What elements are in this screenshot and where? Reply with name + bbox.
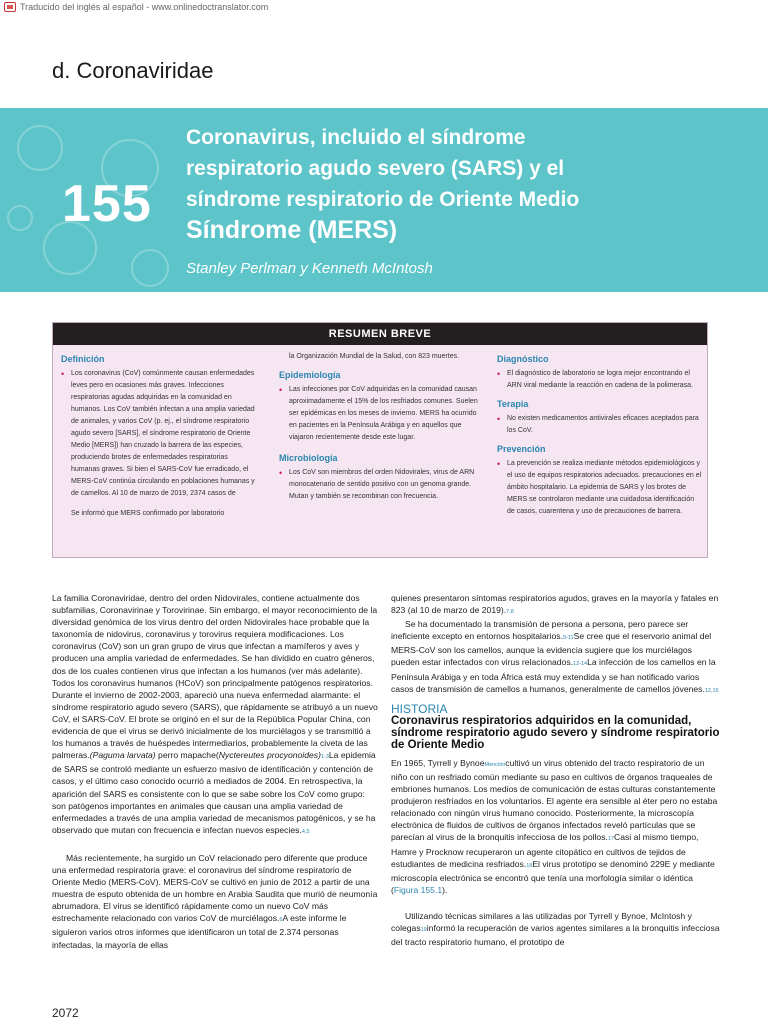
text: El virus prototipo se denominó 229E y mediante microscopía electrónica se encontró que tenía una morfología similar o idéntica ( (391, 858, 715, 895)
citation-link[interactable]: 18 (526, 862, 533, 869)
paragraph (391, 618, 721, 697)
summary-column-1 (61, 351, 257, 520)
subsection-heading: Coronavirus respiratorios adquiridos en la comunidad, síndrome respiratorio agudo severo y síndrome respiratorio de Oriente Medio (391, 714, 720, 751)
definition-note: Se informó que MERS confirmado por laboratorio (71, 510, 225, 517)
text: Se cree que el reservorio animal del MERS-CoV son los camellos, aunque la evidencia sugiere que los murciélagos pueden estar infectados con virus relacionados. (391, 631, 712, 668)
section-heading-history: HISTORIA (391, 701, 448, 716)
prevention-bullet: • La prevención se realiza mediante métodos epidemiológicos y el uso de equipos respiratorios adecuados. precauciones en el ámbito hospitalario. La epidemia de SARS y los brotes de MERS se controlaron mediante una cuidadosa identificación de casos, cuarentena y uso de precauciones de barrera. (497, 458, 703, 518)
translator-banner[interactable] (4, 0, 268, 13)
text: cultivó un virus obtenido del tracto respiratorio de un niño con un resfriado común mediante su paso en cultivos de órganos traqueales de embriones humanos. Los medios de comunicación de estas culturas constantemente produjeron resfriados en los voluntarios. El agente era sensible al éter pero no estaba relacionado con ningún virus humano conocido. Posteriormente, la microscopía electrónica de fluidos de cultivos de órganos infectados reveló partículas que se parecían al virus de la bronquitis infecciosa de los pollos. (391, 757, 718, 843)
text: ). (442, 884, 448, 895)
text: perro mapache( (155, 750, 219, 761)
text: informó la recuperación de varios agentes similares a la bronquitis infecciosa del tracto respiratorio humano, el prototipo de (391, 922, 720, 948)
paragraph (52, 852, 378, 951)
citation-link[interactable]: 9-11 (562, 635, 574, 642)
chapter-title-line: síndrome respiratorio de Oriente Medio (186, 188, 580, 211)
summary-header: RESUMEN BREVE (53, 323, 707, 345)
definition-heading: Definición (61, 354, 105, 364)
diagnosis-bullet: • El diagnóstico de laboratorio se logra mejor encontrando el ARN viral mediante la reacción en cadena de la polimerasa. (497, 368, 703, 392)
chapter-banner (0, 108, 768, 292)
definition-bullet: • Los coronavirus (CoV) comúnmente causan enfermedades leves pero en ocasiones más graves. Infecciones respiratorias agudas adquiridas en la comunidad en humanos. Los CoV también infectan a una amplia variedad de animales, y varios CoV (p. ej., el síndrome respiratorio agudo severo [SARS], el síndrome respiratorio de Oriente Medio [MERS]) han cruzado la barrera de las especies, produciendo brotes de enfermedades respiratorias humanas graves. Si bien el SARS-CoV fue erradicado, el MERS-CoV continúa circulando en poblaciones humanas y de camellos. Al 10 de marzo de 2019, 2374 casos de (61, 368, 257, 500)
text: Más recientemente, ha surgido un CoV relacionado pero diferente que produce una enfermedad respiratoria grave: el coronavirus del síndrome respiratorio de Oriente Medio (MERS-CoV). MERS-CoV se cultivó en junio de 2012 a partir de una muestra de esputo obtenida de un hombre en Arabia Saudita que murió de neumonía abrumadora. El virus se identificó rápidamente como un nuevo CoV más estrechamente relacionado con varios CoV de murciélagos. (52, 852, 378, 924)
text: En 1965, Tyrrell y Bynoe (391, 757, 485, 768)
summary-column-2 (279, 351, 479, 503)
summary-box (52, 322, 708, 558)
paragraph (391, 592, 721, 618)
citation-link[interactable]: 12-14 (573, 661, 588, 668)
citation-link[interactable]: 19 (420, 926, 427, 933)
summary-column-3 (497, 351, 703, 518)
chapter-number: 155 (62, 175, 152, 233)
text-italic: Nyctereutes procyonoides) (218, 750, 321, 761)
chapter-title-line: Síndrome (MERS) (186, 216, 398, 244)
text: Casi al mismo tiempo, Hamre y Procknow recuperaron un agente citopático en cultivos de tejidos de estudiantes de medicina resfriados. (391, 832, 699, 869)
section-title: d. Coronaviridae (52, 58, 214, 83)
therapy-heading: Terapia (497, 399, 529, 409)
translator-icon (4, 2, 16, 12)
paragraph (52, 592, 378, 838)
chapter-title-line: respiratorio agudo severo (SARS) y el (186, 157, 565, 180)
citation-link[interactable]: 12,15 (704, 687, 719, 694)
citation-link[interactable]: 4,5 (301, 828, 310, 835)
chapter-authors: Stanley Perlman y Kenneth McIntosh (186, 260, 433, 277)
microbiology-bullet: • Los CoV son miembros del orden Nidovirales, virus de ARN monocatenario de sentido positivo con un genoma grande. Mutan y también se recombinan con frecuencia. (279, 467, 479, 503)
prevention-heading: Prevención (497, 444, 546, 454)
text: La infección de los camellos en la Península Arábiga y en toda África está muy extendida y se han notificado varios casos de transmisión de camellos a humanos, generalmente de camellos jóvenes. (391, 657, 716, 694)
paragraph (391, 757, 721, 896)
text: quienes presentaron síntomas respiratorios agudos, graves en la mayoría y fatales en 823 (al 10 de marzo de 2019). (391, 593, 719, 616)
citation-link[interactable]: 6 (279, 917, 283, 924)
text: Utilizando técnicas similares a las utilizadas por Tyrrell y Bynoe, McIntosh y colegas (391, 910, 692, 933)
text: La epidemia de SARS se controló mediante un esfuerzo masivo de identificación y contención de casos, y el último caso conocido ocurrió a mediados de 2004. En retrospectiva, la aparición del SARS es consistente con lo que se sabe sobre los CoV como grupo: son patógenos importantes en animales que causan una amplia variedad de enfermedades a través de una amplia variedad de mecanismos patogénicos, y se ha observado que mutan con frecuencia e infectan nuevos especies. (52, 750, 376, 835)
text: La familia Coronaviridae, dentro del orden Nidovirales, contiene actualmente dos subfamilias, Coronavirinae y Torovirinae. Sin embargo, el mayor reconocimiento de la diversidad genómica de los virus dentro del orden Nidovirales hace probable que la taxonomía de nidovirus, coronavirus y torovirus requiera modificaciones. Los coronavirus (CoV) son un gran grupo de virus que infectan a mamíferos y aves y producen una amplia variedad de enfermedades. Se han dividido en cuatro géneros, dos de los cuales contienen virus que infectan a los humanos (ver más adelante). Todos los coronavirus humanos (HCoV) son principalmente patógenos respiratorios. Durante el invierno de 2002-2003, apareció una nueva enfermedad alarmante: el síndrome respiratorio agudo severo (SARS), que rápidamente se atribuyó a un nuevo CoV, el SARS-CoV. El brote se originó en el sur de la República Popular China, con evidencia de que el virus se derivó inicialmente de los murciélagos y se transmitió a los humanos a través de huéspedes intermediarios, probablemente la civeta de las palmeras. (52, 593, 378, 761)
citation-link[interactable]: Mención (484, 761, 506, 768)
microbiology-heading: Microbiología (279, 453, 338, 463)
therapy-bullet: • No existen medicamentos antivirales eficaces aceptados para los CoV. (497, 413, 703, 437)
diagnosis-heading: Diagnóstico (497, 354, 549, 364)
chapter-title (186, 122, 746, 246)
citation-link[interactable]: 17 (607, 836, 614, 843)
epidemiology-bullet: • Las infecciones por CoV adquiridas en la comunidad causan aproximadamente el 15% de los resfriados comunes. Suelen ser epidémicas en los meses de invierno. MERS ha ocurrido en pacientes en la Península Arábiga y en aquellos que viajaron recientemente desde este lugar. (279, 384, 479, 444)
body-left-column (52, 592, 378, 951)
text: Se ha documentado la transmisión de persona a persona, pero parece ser ineficiente excepto en entornos hospitalarios. (391, 619, 689, 642)
paragraph (391, 910, 721, 948)
page-number: 2072 (52, 1006, 79, 1020)
text: A este informe le siguieron varios otros informes que identificaron un total de 2.374 personas infectadas, la mayoría de ellas (52, 913, 347, 950)
figure-link[interactable]: Figura 155.1 (393, 884, 443, 895)
citation-link[interactable]: 7,8 (506, 609, 514, 616)
translator-text[interactable]: Traducido del inglés al español - www.onlinedoctranslator.com (20, 1, 269, 12)
text-italic: (Paguma larvata) (89, 750, 156, 761)
chapter-title-line: Coronavirus, incluido el síndrome (186, 126, 526, 149)
citation-link[interactable]: 1-3 (320, 754, 329, 761)
body-right-column (391, 592, 721, 948)
definition-continued: la Organización Mundial de la Salud, con 823 muertes. (289, 353, 460, 360)
epidemiology-heading: Epidemiología (279, 370, 341, 380)
